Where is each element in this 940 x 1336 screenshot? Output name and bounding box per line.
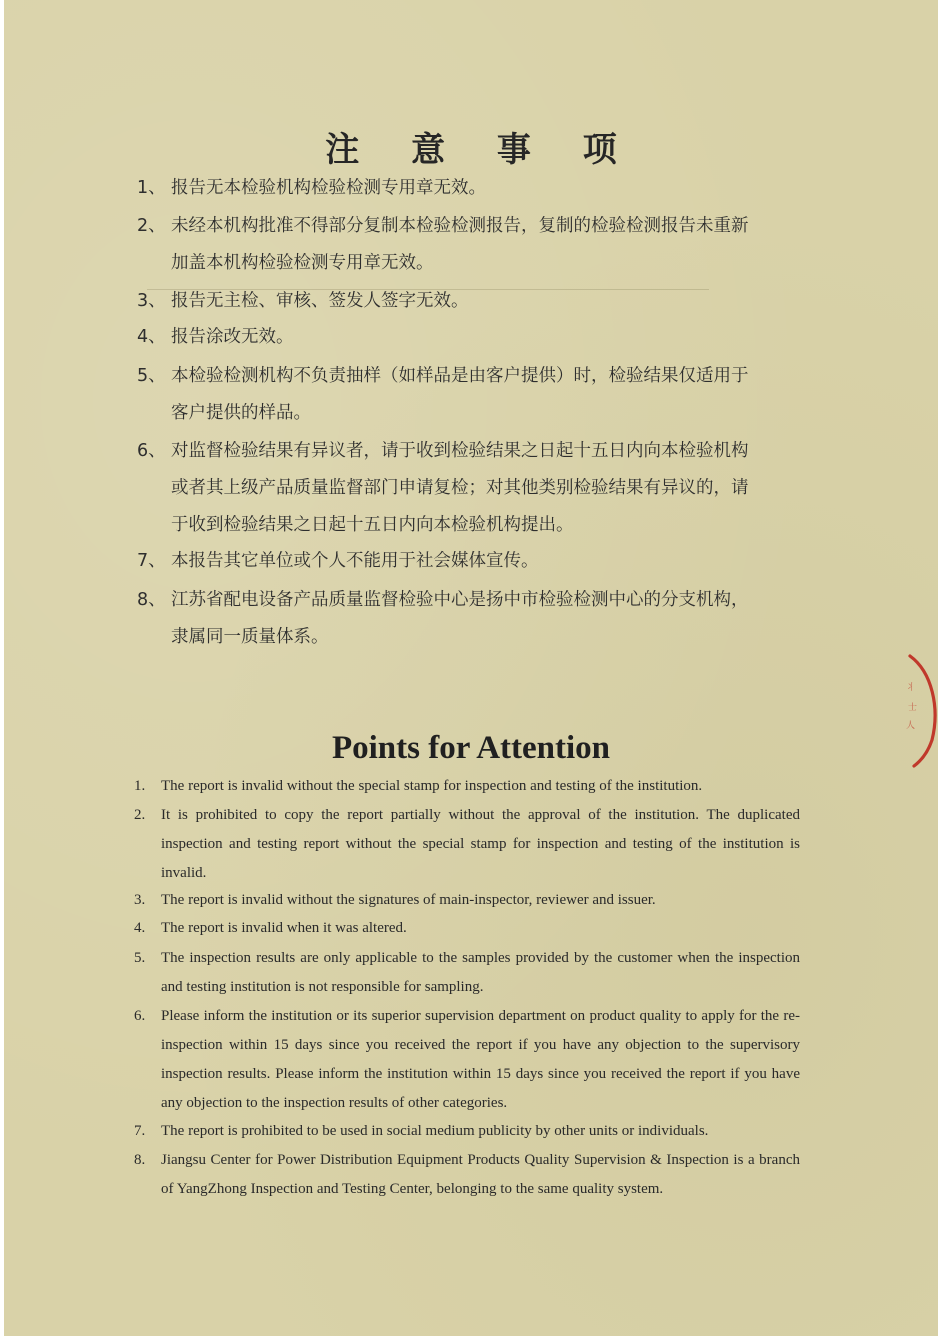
item-number: 2. <box>134 807 146 823</box>
item-number: 2、 <box>137 216 166 236</box>
english-title: Points for Attention <box>331 730 611 766</box>
chinese-item-8 <box>137 582 817 656</box>
item-number: 8. <box>134 1152 146 1168</box>
item-text: The report is invalid when it was altered. <box>161 920 407 936</box>
item-number: 7、 <box>137 551 166 571</box>
english-item-6 <box>134 1002 800 1118</box>
item-text-continued: 于收到检验结果之日起十五日内向本检验机构提出。 <box>171 515 574 535</box>
item-text: 报告无本检验机构检验检测专用章无效。 <box>171 178 486 198</box>
item-text: Jiangsu Center for Power Distribution Equipment Products Quality Supervision & Inspection is a branch of YangZhong Inspection and Testing Center, belonging to the same quality system. <box>161 1152 800 1197</box>
chinese-item-3 <box>137 283 817 320</box>
english-item-7 <box>134 1117 800 1146</box>
english-item-2 <box>134 801 800 888</box>
english-item-3 <box>134 886 800 915</box>
chinese-item-5 <box>137 358 817 432</box>
chinese-item-4 <box>137 319 817 356</box>
item-number: 7. <box>134 1123 146 1139</box>
item-number: 4、 <box>137 327 166 347</box>
item-number: 5. <box>134 950 146 966</box>
item-number: 1、 <box>137 178 166 198</box>
seal-mark: 丬 <box>906 683 916 693</box>
item-text-continued: 隶属同一质量体系。 <box>171 627 329 647</box>
item-text: The report is invalid without the signatures of main-inspector, reviewer and issuer. <box>161 892 656 908</box>
item-number: 8、 <box>137 590 166 610</box>
document-page <box>4 0 938 1336</box>
chinese-item-1 <box>137 170 817 207</box>
seal-mark: 人 <box>906 721 916 731</box>
item-number: 5、 <box>137 366 166 386</box>
english-item-4 <box>134 914 800 943</box>
item-number: 3、 <box>137 291 166 311</box>
item-text: 本检验检测机构不负责抽样（如样品是由客户提供）时，检验结果仅适用于 <box>171 366 749 386</box>
item-number: 1. <box>134 778 146 794</box>
item-text: The report is prohibited to be used in social medium publicity by other units or individuals. <box>161 1123 709 1139</box>
item-text: Please inform the institution or its superior supervision department on product quality to apply for the re-inspection within 15 days since you received the report if you have any objection to the supervisory inspection results. Please inform the institution within 15 days since you received the report if you have any objection to the inspection results of other categories. <box>161 1008 800 1111</box>
item-number: 3. <box>134 892 146 908</box>
chinese-item-7 <box>137 543 817 580</box>
item-text: 未经本机构批准不得部分复制本检验检测报告，复制的检验检测报告未重新 <box>171 216 749 236</box>
seal-mark: 士 <box>908 703 918 713</box>
item-text: 报告无主检、审核、签发人签字无效。 <box>171 291 469 311</box>
english-item-5 <box>134 944 800 1002</box>
item-number: 6. <box>134 1008 146 1024</box>
item-text: The report is invalid without the special stamp for inspection and testing of the institution. <box>161 778 703 794</box>
item-text: 本报告其它单位或个人不能用于社会媒体宣传。 <box>171 551 539 571</box>
item-text-continued: 或者其上级产品质量监督部门申请复检；对其他类别检验结果有异议的，请 <box>171 478 749 498</box>
english-item-8 <box>134 1146 800 1204</box>
item-number: 4. <box>134 920 146 936</box>
chinese-title: 注 意 事 项 <box>325 130 637 170</box>
item-text-continued: 客户提供的样品。 <box>171 403 311 423</box>
item-text: 对监督检验结果有异议者，请于收到检验结果之日起十五日内向本检验机构 <box>171 441 749 461</box>
chinese-item-6 <box>137 433 817 544</box>
chinese-item-2 <box>137 208 817 282</box>
item-text: It is prohibited to copy the report partially without the approval of the institution. The duplicated inspection and testing report without the special stamp for inspection and testing of the institution is invalid. <box>161 807 800 881</box>
item-text: 报告涂改无效。 <box>171 327 294 347</box>
item-text: 江苏省配电设备产品质量监督检验中心是扬中市检验检测中心的分支机构， <box>171 590 749 610</box>
item-text-continued: 加盖本机构检验检测专用章无效。 <box>171 253 434 273</box>
item-number: 6、 <box>137 441 166 461</box>
item-text: The inspection results are only applicable to the samples provided by the customer when the inspection and testing institution is not responsible for sampling. <box>161 950 800 995</box>
english-item-1 <box>134 772 800 801</box>
